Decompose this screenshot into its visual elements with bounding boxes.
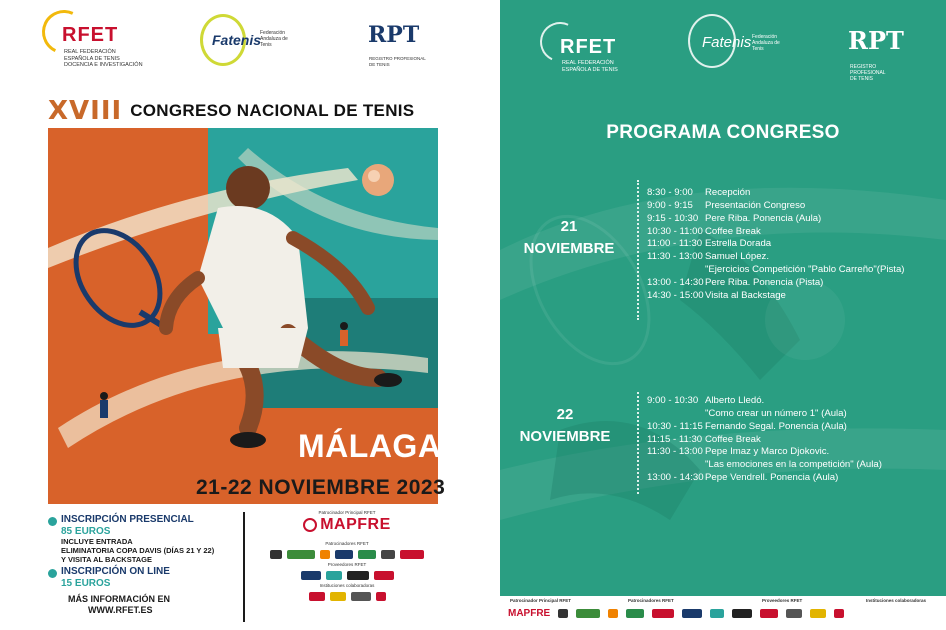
schedule-row bbox=[647, 213, 905, 226]
day-1-schedule bbox=[647, 187, 905, 303]
sponsor-logos-row bbox=[252, 550, 442, 559]
schedule-time bbox=[647, 408, 705, 421]
schedule-row bbox=[647, 434, 882, 447]
sponsor-icon bbox=[335, 550, 353, 559]
corte-ingles-icon bbox=[626, 609, 644, 618]
more-info-link[interactable]: WWW.RFET.ES bbox=[88, 605, 153, 615]
schedule-item: Pepe Imaz y Marco Djokovic. bbox=[705, 446, 830, 458]
program-rpt-subtitle: REGISTRO PROFESIONAL DE TENIS bbox=[850, 64, 886, 82]
timeline-divider bbox=[637, 180, 639, 320]
schedule-time bbox=[647, 264, 705, 277]
schedule-row bbox=[647, 408, 882, 421]
corte-ingles-icon bbox=[358, 550, 376, 559]
schedule-item: Pere Riba. Ponencia (Pista) bbox=[705, 276, 824, 288]
schedule-item: Pepe Vendrell. Ponencia (Aula) bbox=[705, 472, 839, 484]
footer-suppliers-caption: Proveedores RFET bbox=[762, 598, 803, 603]
schedule-time: 10:30 - 11:00 bbox=[647, 225, 703, 237]
mapfre-word: MAPFRE bbox=[320, 516, 391, 533]
rpt-logo-subtitle: REGISTRO PROFESIONAL DE TENIS bbox=[369, 56, 426, 67]
schedule-item: "Como crear un número 1" (Aula) bbox=[705, 407, 847, 419]
footer-main-caption: Patrocinador Principal RFET bbox=[510, 598, 572, 603]
supplier-icon bbox=[760, 609, 778, 618]
schedule-item: Fernando Segal. Ponencia (Aula) bbox=[705, 420, 847, 432]
joma-icon bbox=[682, 609, 702, 618]
schedule-item: Samuel López. bbox=[705, 251, 769, 263]
program-fatenis-word: Fatenis bbox=[702, 34, 752, 51]
schedule-time: 11:15 - 11:30 bbox=[647, 433, 703, 445]
institution-logos-row bbox=[252, 592, 442, 601]
schedule-item: Presentación Congreso bbox=[705, 199, 806, 211]
poster-title-roman: XVIII bbox=[48, 96, 123, 126]
registration-info bbox=[48, 514, 248, 616]
divider bbox=[243, 512, 245, 622]
fatenis-logo-word: Fatenis bbox=[212, 32, 262, 48]
schedule-time bbox=[647, 459, 705, 472]
mapfre-logo bbox=[303, 516, 391, 534]
schedule-time: 13:00 - 14:30 bbox=[647, 276, 704, 288]
joma-icon bbox=[301, 571, 321, 580]
poster-sponsors bbox=[252, 510, 442, 604]
schedule-item: Pere Riba. Ponencia (Aula) bbox=[705, 212, 822, 224]
footer-mapfre-logo: MAPFRE bbox=[508, 608, 551, 619]
day-2-schedule bbox=[647, 395, 882, 485]
day-2-month: NOVIEMBRE bbox=[519, 428, 611, 445]
schedule-time: 8:30 - 9:00 bbox=[647, 187, 693, 198]
schedule-item: Coffee Break bbox=[705, 225, 761, 237]
schedule-time: 11:30 - 13:00 bbox=[647, 446, 703, 458]
schedule-item: "Las emociones en la competición" (Aula) bbox=[705, 459, 882, 471]
orange-icon bbox=[608, 609, 618, 618]
schedule-row bbox=[647, 277, 905, 290]
schedule-time: 14:30 - 15:00 bbox=[647, 289, 704, 301]
program-rfet-subtitle: REAL FEDERACIÓN ESPAÑOLA DE TENIS bbox=[562, 60, 618, 73]
schedule-row bbox=[647, 472, 882, 485]
online-title: INSCRIPCIÓN ON LINE bbox=[61, 566, 170, 577]
presencial-note: INCLUYE ENTRADA ELIMINATORIA COPA DAVIS (DÍAS 21 Y 22) Y VISITA AL BACKSTAGE bbox=[61, 537, 215, 564]
iberia-icon bbox=[400, 550, 424, 559]
iberia-icon bbox=[652, 609, 674, 618]
footer-logos-row bbox=[508, 608, 940, 619]
rpt-logo-mark: RPT bbox=[368, 22, 420, 48]
institution-icon bbox=[810, 609, 826, 618]
supplier-icon bbox=[326, 571, 342, 580]
program-rpt-mark: RPT bbox=[848, 26, 904, 55]
schedule-row bbox=[647, 290, 905, 303]
schedule-item: Visita al Backstage bbox=[705, 289, 786, 301]
schedule-time: 10:30 - 11:15 bbox=[647, 420, 703, 432]
day-2-heading bbox=[500, 404, 630, 448]
schedule-row bbox=[647, 251, 905, 264]
schedule-item: "Ejercicios Competición "Pablo Carreño"(Pista) bbox=[705, 264, 905, 276]
renault-icon bbox=[558, 609, 568, 618]
sponsor-icon bbox=[381, 550, 395, 559]
mapfre-emblem-icon bbox=[303, 518, 317, 532]
institution-icon bbox=[351, 592, 371, 601]
schedule-row bbox=[647, 238, 905, 251]
suppliers-caption: Proveedores RFET bbox=[327, 562, 367, 567]
schedule-item: Recepción bbox=[705, 187, 751, 198]
schedule-time: 9:00 - 10:30 bbox=[647, 395, 699, 406]
program-rfet-mark: RFET bbox=[560, 36, 617, 58]
schedule-time: 13:00 - 14:30 bbox=[647, 472, 704, 484]
schedule-item: Coffee Break bbox=[705, 433, 761, 445]
supplier-icon bbox=[374, 571, 394, 580]
footer-institutions-caption: Instituciones colaboradoras bbox=[866, 598, 927, 603]
schedule-time: 9:15 - 10:30 bbox=[647, 212, 699, 224]
day-1-heading bbox=[504, 216, 634, 260]
schedule-time: 11:00 - 11:30 bbox=[647, 238, 703, 250]
day-2-number: 22 bbox=[556, 406, 574, 423]
day-1-number: 21 bbox=[560, 218, 578, 235]
iberdrola-icon bbox=[287, 550, 315, 559]
footer-sponsors-caption: Patrocinadores RFET bbox=[628, 598, 674, 603]
schedule-row bbox=[647, 187, 905, 200]
schedule-row bbox=[647, 200, 905, 213]
poster-title-main: CONGRESO NACIONAL DE TENIS bbox=[130, 101, 415, 120]
renault-icon bbox=[270, 550, 282, 559]
program-fatenis-subtitle: Federación Andaluza de Tenis bbox=[752, 34, 780, 52]
institution-icon bbox=[834, 609, 844, 618]
supplier-icon bbox=[710, 609, 724, 618]
program-panel bbox=[500, 0, 946, 630]
schedule-row bbox=[647, 264, 905, 277]
schedule-row bbox=[647, 459, 882, 472]
bullet-icon bbox=[48, 517, 57, 526]
presencial-title: INSCRIPCIÓN PRESENCIAL bbox=[61, 514, 194, 525]
institution-icon bbox=[376, 592, 386, 601]
schedule-time: 11:30 - 13:00 bbox=[647, 251, 703, 263]
schedule-row bbox=[647, 421, 882, 434]
day-1-month: NOVIEMBRE bbox=[523, 240, 615, 257]
institutions-caption: Instituciones colaboradoras bbox=[319, 583, 375, 588]
program-sponsor-footer bbox=[500, 596, 946, 630]
presencial-price: 85 EUROS bbox=[61, 526, 111, 537]
iberdrola-icon bbox=[576, 609, 600, 618]
fatenis-logo-subtitle: Federación Andaluza de Tenis bbox=[260, 30, 288, 48]
institution-icon bbox=[330, 592, 346, 601]
program-title: PROGRAMA CONGRESO bbox=[606, 122, 840, 143]
sponsors-caption: Patrocinadores RFET bbox=[325, 541, 369, 546]
institution-icon bbox=[786, 609, 802, 618]
schedule-time: 9:00 - 9:15 bbox=[647, 199, 693, 211]
online-price: 15 EUROS bbox=[61, 578, 111, 589]
poster-dates: 21-22 NOVIEMBRE 2023 bbox=[196, 476, 446, 499]
schedule-item: Estrella Dorada bbox=[705, 238, 772, 250]
schedule-row bbox=[647, 446, 882, 459]
schedule-row bbox=[647, 395, 882, 408]
timeline-divider bbox=[637, 392, 639, 494]
orange-icon bbox=[320, 550, 330, 559]
head-icon bbox=[732, 609, 752, 618]
poster-city: MÁLAGA bbox=[298, 428, 442, 464]
more-info-label: MÁS INFORMACIÓN EN bbox=[68, 594, 170, 604]
bullet-icon bbox=[48, 569, 57, 578]
poster-title bbox=[48, 96, 438, 126]
schedule-item: Alberto Lledó. bbox=[705, 395, 765, 406]
head-icon bbox=[347, 571, 369, 580]
rfet-logo-mark: RFET bbox=[62, 24, 119, 46]
institution-icon bbox=[309, 592, 325, 601]
main-sponsor-caption: Patrocinador Principal RFET bbox=[318, 510, 376, 515]
supplier-logos-row bbox=[252, 571, 442, 580]
rfet-logo-subtitle: REAL FEDERACIÓN ESPAÑOLA DE TENIS DOCENCIA E INVESTIGACIÓN bbox=[64, 49, 143, 68]
schedule-row bbox=[647, 226, 905, 239]
